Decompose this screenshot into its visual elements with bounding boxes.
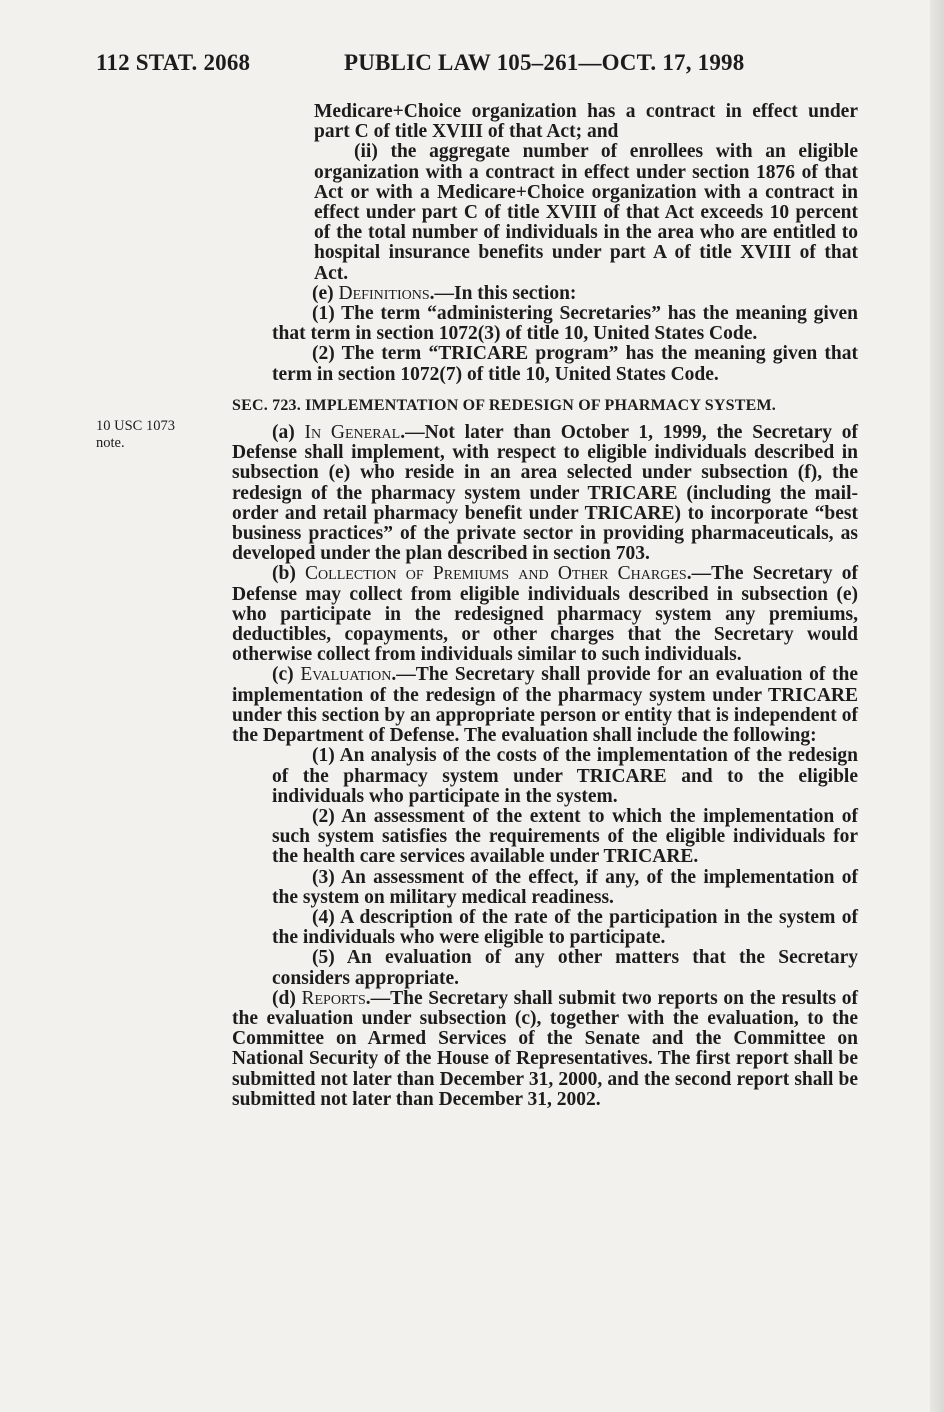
subsection-a xyxy=(232,423,858,564)
subsection-c-body: .—The Secretary shall provide for an evaluation of the implementation of the redesign of the pharmacy system under TRICARE under this section by an appropriate person or entity that is independent of the Department of Defense. The evaluation shall include the following: xyxy=(232,664,858,747)
margin-note-label: note. xyxy=(96,435,125,451)
subsection-d-label: (d) xyxy=(272,987,302,1009)
paragraph-continuation: Medicare+Choice organization has a contract in effect under part C of title XVIII of that Act; and xyxy=(314,101,858,143)
subsection-e-body: .—In this section: xyxy=(429,282,577,304)
subsection-b-label: (b) xyxy=(272,563,306,585)
subsection-a-label: (a) xyxy=(272,422,305,444)
subsection-e-label: (e) xyxy=(312,282,339,304)
public-law-title: PUBLIC LAW 105–261—OCT. 17, 1998 xyxy=(344,50,745,75)
subsection-a-body: .—Not later than October 1, 1999, the Secretary of Defense shall implement, with respect to eligible individuals described in subsection (e) who reside in an area selected under subsection (f), the redesign of the pharmacy system under TRICARE (including the mail-order and retail pharmacy benefit under TRICARE) to incorporate “best business practices” of the private sector in providing pharmaceuticals, as developed under the plan described in section 703. xyxy=(232,422,858,565)
evaluation-item-5: (5) An evaluation of any other matters that the Secretary considers appropriate. xyxy=(272,947,858,989)
definition-2: (2) The term “TRICARE program” has the meaning given that term in section 1072(7) of title 10, United States Code. xyxy=(272,343,858,385)
evaluation-item-4: (4) A description of the rate of the participation in the system of the individuals who were eligible to participate. xyxy=(272,906,858,949)
subsection-c-heading: Evaluation xyxy=(300,664,392,686)
definition-1: (1) The term “administering Secretaries” has the meaning given that term in section 1072(3) of title 10, United States Code. xyxy=(272,303,858,345)
clause-ii: (ii) the aggregate number of enrollees with an eligible organization with a contract in effect under section 1876 of that Act or with a Medicare+Choice organization with a contract in effect under part C of title XVIII of that Act exceeds 10 percent of the total number of individuals in the area who are entitled to hospital insurance benefits under part A of title XVIII of that Act. xyxy=(314,141,858,284)
subsection-c xyxy=(232,665,858,746)
page-edge xyxy=(930,0,944,1412)
subsection-b-heading: Collection of Premiums and Other Charges xyxy=(305,563,687,585)
page-header xyxy=(96,50,796,90)
subsection-d xyxy=(232,989,858,1110)
statute-citation: 112 STAT. 2068 xyxy=(96,50,251,75)
subsection-a-heading: In General xyxy=(304,422,401,444)
evaluation-item-1: (1) An analysis of the costs of the implementation of the redesign of the pharmacy system under TRICARE and to the eligible individuals who participate in the system. xyxy=(272,745,858,807)
evaluation-item-2: (2) An assessment of the extent to which the implementation of such system satisfies the requirements of the eligible individuals for the health care services available under TRICARE. xyxy=(272,805,858,868)
margin-note xyxy=(96,418,216,452)
subsection-b-body: .—The Secretary of Defense may collect from eligible individuals described in subsection (e) who participate in the redesigned pharmacy system any premiums, deductibles, copayments, or other charges that the Secretary would otherwise collect from individuals similar to such individuals. xyxy=(232,563,859,666)
margin-note-citation: 10 USC 1073 xyxy=(96,418,175,434)
subsection-e xyxy=(232,284,858,304)
section-heading: SEC. 723. IMPLEMENTATION OF REDESIGN OF PHARMACY SYSTEM. xyxy=(232,396,776,414)
subsection-d-heading: Reports xyxy=(301,987,366,1009)
subsection-c-label: (c) xyxy=(272,664,301,686)
body-text xyxy=(232,102,858,1110)
subsection-d-body: .—The Secretary shall submit two reports on the results of the evaluation under subsection (c), together with the evaluation, to the Committee on Armed Services of the Senate and the Committee on National Security of the House of Representatives. The first report shall be submitted not later than December 31, 2000, and the second report shall be submitted not later than December 31, 2002. xyxy=(232,987,858,1110)
subsection-e-heading: Definitions xyxy=(338,282,430,304)
subsection-b xyxy=(232,564,858,665)
evaluation-item-3: (3) An assessment of the effect, if any, of the implementation of the system on military medical readiness. xyxy=(272,866,858,908)
